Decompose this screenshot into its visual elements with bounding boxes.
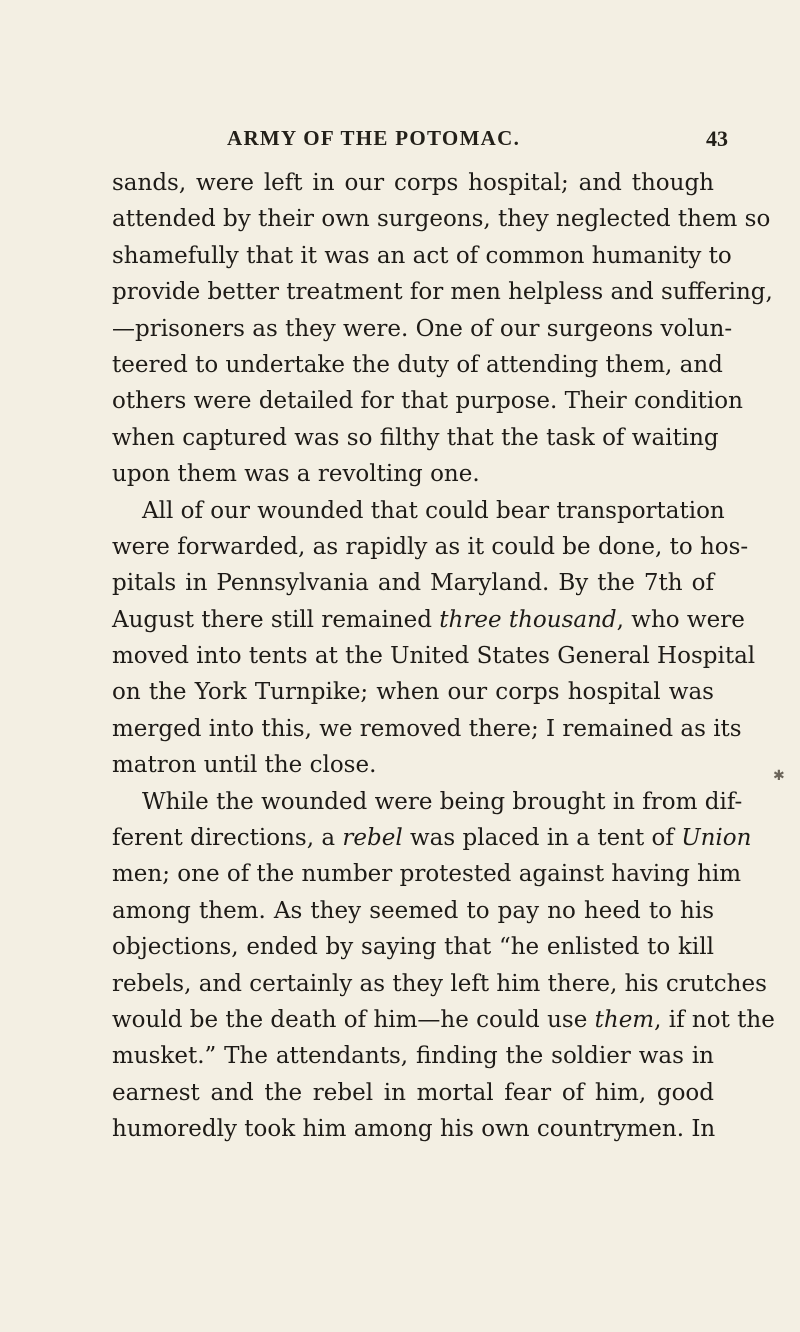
text-line: earnest and the rebel in mortal fear of him, good (112, 1079, 714, 1106)
text-segment: was placed in a tent of (402, 825, 682, 852)
text-line: humoredly took him among his own countrymen. In (112, 1116, 716, 1143)
text-segment: August there still remained (112, 606, 440, 633)
text-line: objections, ended by saying that “he enlisted to kill (112, 934, 714, 961)
text-line: rebels, and certainly as they left him there, his crutches (112, 970, 767, 997)
text-line: shamefully that it was an act of common humanity to (112, 242, 732, 269)
text-segment: would be the death of him—he could use (112, 1006, 595, 1033)
text-line: pitals in Pennsylvania and Maryland. By the 7th of (112, 570, 714, 597)
text-line: among them. As they seemed to pay no heed to his (112, 897, 714, 924)
text-segment: , if not the (654, 1006, 775, 1033)
text-segment: , who were (616, 606, 745, 633)
italic-word: them (594, 1006, 655, 1033)
body-text (112, 165, 775, 1148)
text-line: —prisoners as they were. One of our surgeons volun- (112, 315, 733, 342)
paragraph-start-line: All of our wounded that could bear transportation (142, 497, 725, 524)
page-speck-mark: ✱ (773, 768, 785, 784)
header-title: ARMY OF THE POTOMAC. (227, 126, 521, 150)
page-number: 43 (706, 126, 728, 151)
text-line: when captured was so filthy that the task of waiting (112, 424, 719, 451)
text-segment: ferent directions, a (112, 825, 343, 852)
italic-word: rebel (342, 825, 403, 852)
text-line: musket.” The attendants, finding the soldier was in (112, 1043, 714, 1070)
running-header (172, 126, 728, 156)
text-line: others were detailed for that purpose. Their condition (112, 388, 743, 415)
text-line: attended by their own surgeons, they neglected them so (112, 206, 771, 233)
italic-word: Union (681, 825, 752, 852)
text-line: merged into this, we removed there; I remained as its (112, 715, 742, 742)
text-line: were forwarded, as rapidly as it could be done, to hos- (112, 533, 749, 560)
italic-phrase: three thousand (439, 606, 617, 633)
text-line: moved into tents at the United States General Hospital (112, 643, 756, 670)
text-line: provide better treatment for men helpless and suffering, (112, 279, 773, 306)
text-line: men; one of the number protested against having him (112, 861, 742, 888)
paragraph-end-line: matron until the close. (112, 752, 377, 779)
text-line: on the York Turnpike; when our corps hospital was (112, 679, 714, 706)
paragraph-end-line: upon them was a revolting one. (112, 461, 480, 488)
text-line: teered to undertake the duty of attending them, and (112, 351, 723, 378)
text-line-with-italic (112, 820, 752, 856)
text-line: sands, were left in our corps hospital; and though (112, 170, 714, 196)
text-line-with-italic (112, 1002, 775, 1038)
text-line-with-italic (112, 602, 745, 638)
paragraph-start-line: While the wounded were being brought in from dif- (142, 788, 743, 815)
